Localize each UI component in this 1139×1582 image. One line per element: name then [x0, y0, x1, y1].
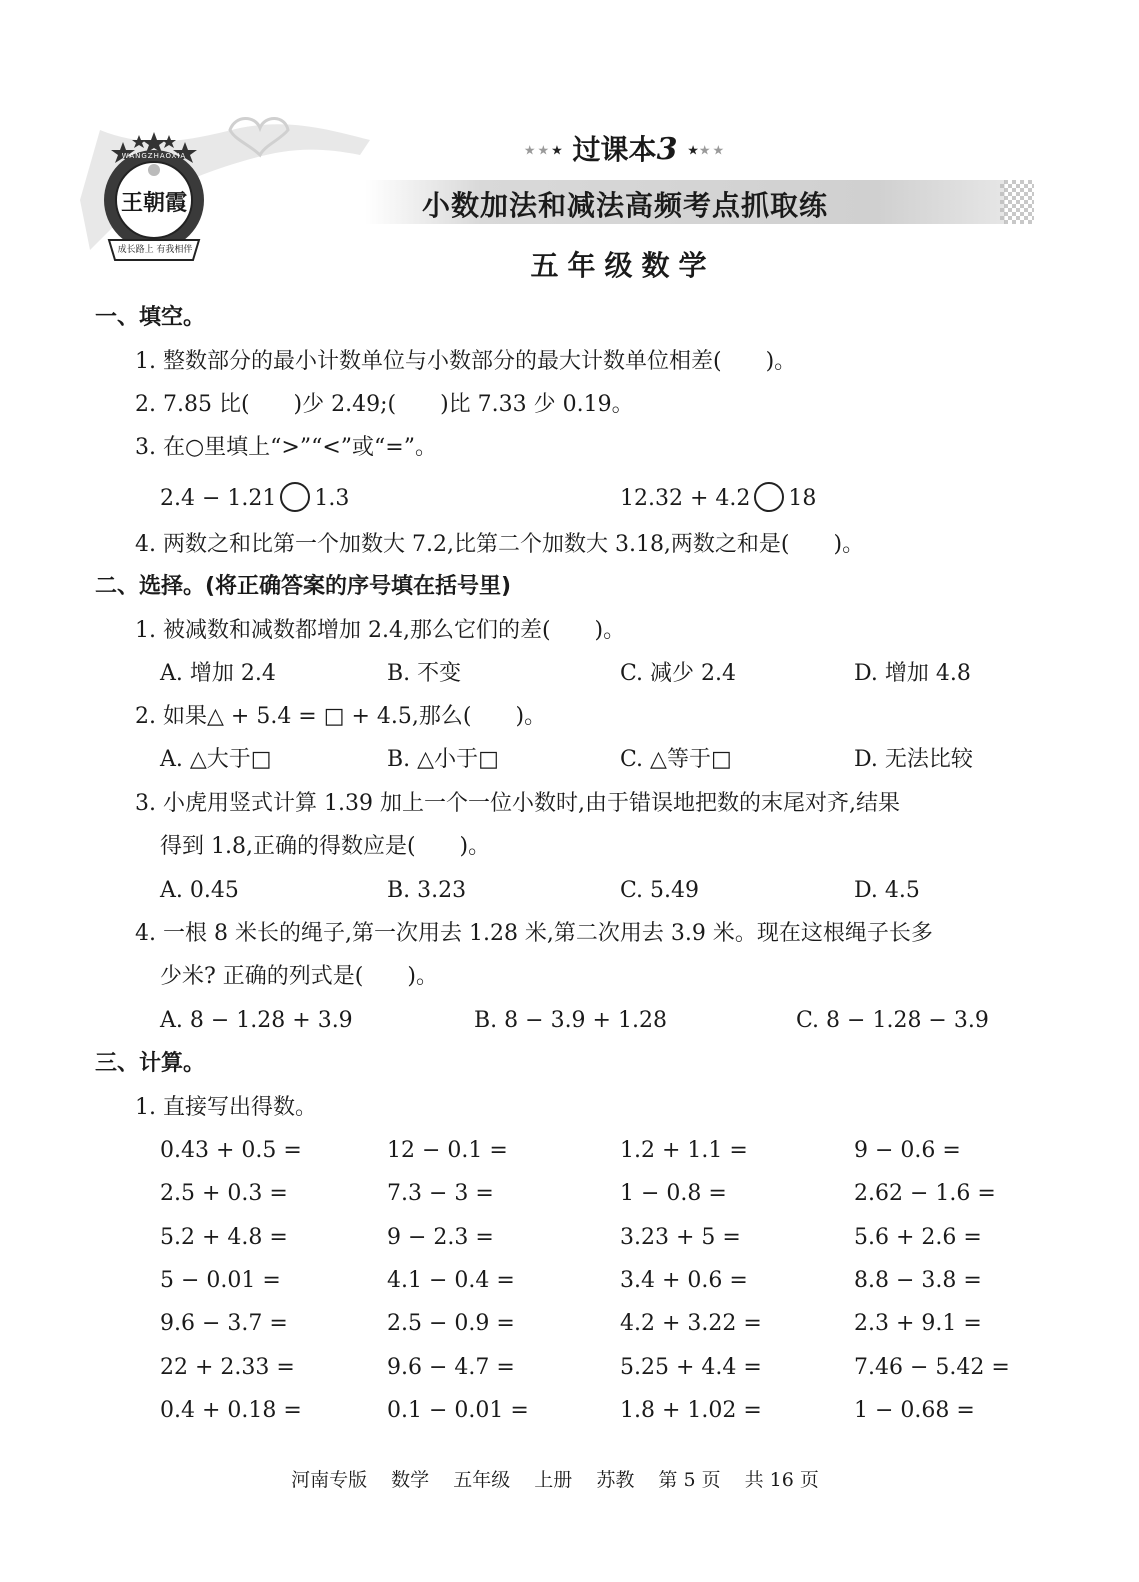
star-icon: ★ [551, 143, 563, 159]
calc-item: 4.1 − 0.4 = [387, 1268, 515, 1293]
star-icon-right: ★★ [698, 143, 727, 159]
calc-item: 5 − 0.01 = [160, 1268, 281, 1293]
calc-item: 8.8 − 3.8 = [854, 1268, 982, 1293]
section-heading-fill: 一、填空。 [95, 305, 206, 330]
page-subtitle: 小数加法和减法高频考点抓取练 [421, 189, 828, 222]
calc-item: 7.3 − 3 = [387, 1181, 494, 1206]
calc-item: 9 − 2.3 = [387, 1225, 494, 1250]
calc-item: 2.62 − 1.6 = [854, 1181, 996, 1206]
calc-item: 5.25 + 4.4 = [620, 1355, 762, 1380]
logo-name: 王朝霞 [120, 190, 187, 216]
logo-slogan: 成长路上 有我相伴 [117, 245, 193, 255]
calc-item: 9.6 − 4.7 = [387, 1355, 515, 1380]
question-calc-1: 1. 直接写出得数。 [135, 1095, 317, 1120]
calc-item: 1.2 + 1.1 = [620, 1138, 748, 1163]
option: B. 8 − 3.9 + 1.28 [474, 1008, 667, 1033]
option: A. 0.45 [160, 878, 239, 903]
option: B. 3.23 [387, 878, 467, 903]
compare-item-1 [160, 484, 349, 514]
question-fill-1: 1. 整数部分的最小计数单位与小数部分的最大计数单位相差( )。 [135, 349, 797, 374]
option: C. 5.49 [620, 878, 700, 903]
compare-left: 2.4 − 1.21 [160, 486, 277, 511]
question-choice-3-cont: 得到 1.8,正确的得数应是( )。 [160, 834, 491, 859]
calc-item: 1.8 + 1.02 = [620, 1398, 762, 1423]
option: C. 减少 2.4 [620, 661, 737, 686]
section-heading-calc: 三、计算。 [95, 1051, 206, 1076]
section-heading-choice: 二、选择。(将正确答案的序号填在括号里) [95, 574, 512, 599]
compare-item-2 [620, 484, 816, 514]
footer-volume: 上册 [534, 1469, 573, 1491]
calc-item: 2.5 − 0.9 = [387, 1311, 515, 1336]
question-fill-4: 4. 两数之和比第一个加数大 7.2,比第二个加数大 3.18,两数之和是( )。 [135, 532, 865, 557]
question-choice-2: 2. 如果△ + 5.4 = □ + 4.5,那么( )。 [135, 704, 547, 729]
option: D. 增加 4.8 [854, 661, 971, 686]
lesson-number: 3 [656, 132, 678, 167]
logo-ring-text: WANGZHAOXIA [121, 152, 187, 160]
footer-publisher: 苏教 [596, 1469, 635, 1491]
calc-item: 1 − 0.8 = [620, 1181, 727, 1206]
calc-item: 1 − 0.68 = [854, 1398, 975, 1423]
compare-circle-blank [280, 482, 310, 512]
footer-edition: 河南专版 [291, 1469, 368, 1491]
calc-item: 7.46 − 5.42 = [854, 1355, 1010, 1380]
footer-page-total: 共 16 页 [744, 1469, 819, 1491]
question-fill-2: 2. 7.85 比( )少 2.49;( )比 7.33 少 0.19。 [135, 392, 634, 417]
calc-item: 22 + 2.33 = [160, 1355, 295, 1380]
option: B. 不变 [387, 661, 462, 686]
question-fill-3: 3. 在○里填上“>”“<”或“=”。 [135, 435, 437, 460]
calc-item: 3.4 + 0.6 = [620, 1268, 748, 1293]
star-icon: ★ [687, 143, 699, 159]
compare-right: 18 [788, 486, 817, 511]
calc-item: 0.43 + 0.5 = [160, 1138, 302, 1163]
calc-item: 0.1 − 0.01 = [387, 1398, 529, 1423]
calc-item: 0.4 + 0.18 = [160, 1398, 302, 1423]
compare-circle-blank [754, 482, 784, 512]
page-footer [0, 1465, 1110, 1492]
calc-item: 9 − 0.6 = [854, 1138, 961, 1163]
calc-item: 9.6 − 3.7 = [160, 1311, 288, 1336]
option: A. 增加 2.4 [160, 661, 276, 686]
calc-item: 5.6 + 2.6 = [854, 1225, 982, 1250]
question-choice-3: 3. 小虎用竖式计算 1.39 加上一个一位小数时,由于错误地把数的末尾对齐,结果 [135, 791, 900, 816]
option: D. 4.5 [854, 878, 920, 903]
title-band-pattern [1000, 180, 1034, 224]
grade-subject: 五年级数学 [530, 249, 716, 282]
compare-left: 12.32 + 4.2 [620, 486, 751, 511]
calc-item: 2.3 + 9.1 = [854, 1311, 982, 1336]
calc-item: 5.2 + 4.8 = [160, 1225, 288, 1250]
question-choice-4-cont: 少米? 正确的列式是( )。 [160, 964, 438, 989]
question-choice-4: 4. 一根 8 米长的绳子,第一次用去 1.28 米,第二次用去 3.9 米。现在这根绳子长多 [135, 921, 933, 946]
option: A. △大于□ [160, 747, 272, 772]
calc-item: 4.2 + 3.22 = [620, 1311, 762, 1336]
option: B. △小于□ [387, 747, 499, 772]
option: D. 无法比较 [854, 747, 973, 772]
calc-item: 2.5 + 0.3 = [160, 1181, 288, 1206]
option: A. 8 − 1.28 + 3.9 [160, 1008, 353, 1033]
lesson-title [505, 128, 745, 168]
calc-item: 12 − 0.1 = [387, 1138, 508, 1163]
calc-item: 3.23 + 5 = [620, 1225, 741, 1250]
star-icon-left: ★★ [523, 143, 552, 159]
footer-subject: 数学 [391, 1469, 430, 1491]
option: C. △等于□ [620, 747, 732, 772]
option: C. 8 − 1.28 − 3.9 [796, 1008, 989, 1033]
compare-right: 1.3 [314, 486, 350, 511]
question-choice-1: 1. 被减数和减数都增加 2.4,那么它们的差( )。 [135, 618, 626, 643]
footer-page-number: 第 5 页 [658, 1469, 721, 1491]
lesson-title-text: 过课本 [572, 133, 657, 166]
footer-grade: 五年级 [453, 1469, 511, 1491]
